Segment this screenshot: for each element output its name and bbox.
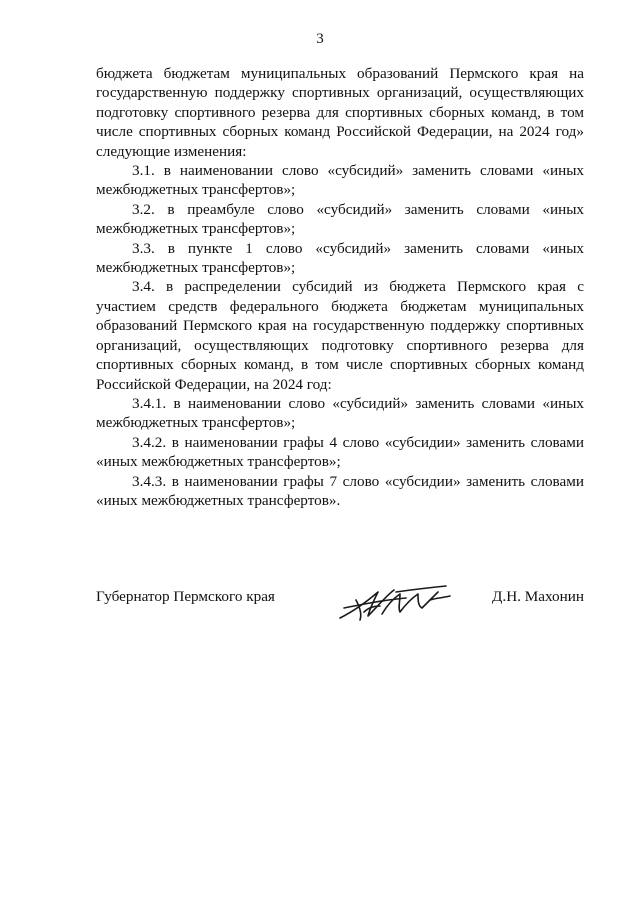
- handwritten-signature: [334, 578, 454, 624]
- paragraph-3-4-1: 3.4.1. в наименовании слово «субсидий» заменить словами «иных межбюджетных трансфертов»;: [96, 394, 584, 432]
- paragraph-3-3: 3.3. в пункте 1 слово «субсидий» заменить словами «иных межбюджетных трансфертов»;: [96, 239, 584, 277]
- paragraph-3-4: 3.4. в распределении субсидий из бюджета Пермского края с участием средств федерального бюджета бюджетам муниципальных образований Пермского края на государственную поддержку спортивных организаций, осуществляющих подготовку спортивного резерва для спортивных сборных команд, в том числе спортивных сборных команд Российской Федерации, на 2024 год:: [96, 278, 584, 393]
- page-number: 3: [316, 31, 324, 47]
- paragraph-intro: бюджета бюджетам муниципальных образований Пермского края на государственную поддержку спортивных организаций, осуществляющих подготовку спортивного резерва для спортивных сборных команд, в том числе спортивных сборных команд Российской Федерации, на 2024 год» следующие изменения:: [96, 65, 584, 160]
- paragraph-3-4-2: 3.4.2. в наименовании графы 4 слово «субсидии» заменить словами «иных межбюджетных трансфертов»;: [96, 433, 584, 471]
- document-body: [96, 64, 584, 510]
- paragraph-3-2: 3.2. в преамбуле слово «субсидий» заменить словами «иных межбюджетных трансфертов»;: [96, 200, 584, 238]
- signatory-name: Д.Н. Махонин: [492, 588, 584, 605]
- paragraph-3-4-3: 3.4.3. в наименовании графы 7 слово «субсидии» заменить словами «иных межбюджетных трансфертов».: [96, 472, 584, 509]
- paragraph-3-1: 3.1. в наименовании слово «субсидий» заменить словами «иных межбюджетных трансфертов»;: [96, 162, 584, 199]
- signature-block: [96, 578, 584, 628]
- signatory-position: Губернатор Пермского края: [96, 588, 275, 605]
